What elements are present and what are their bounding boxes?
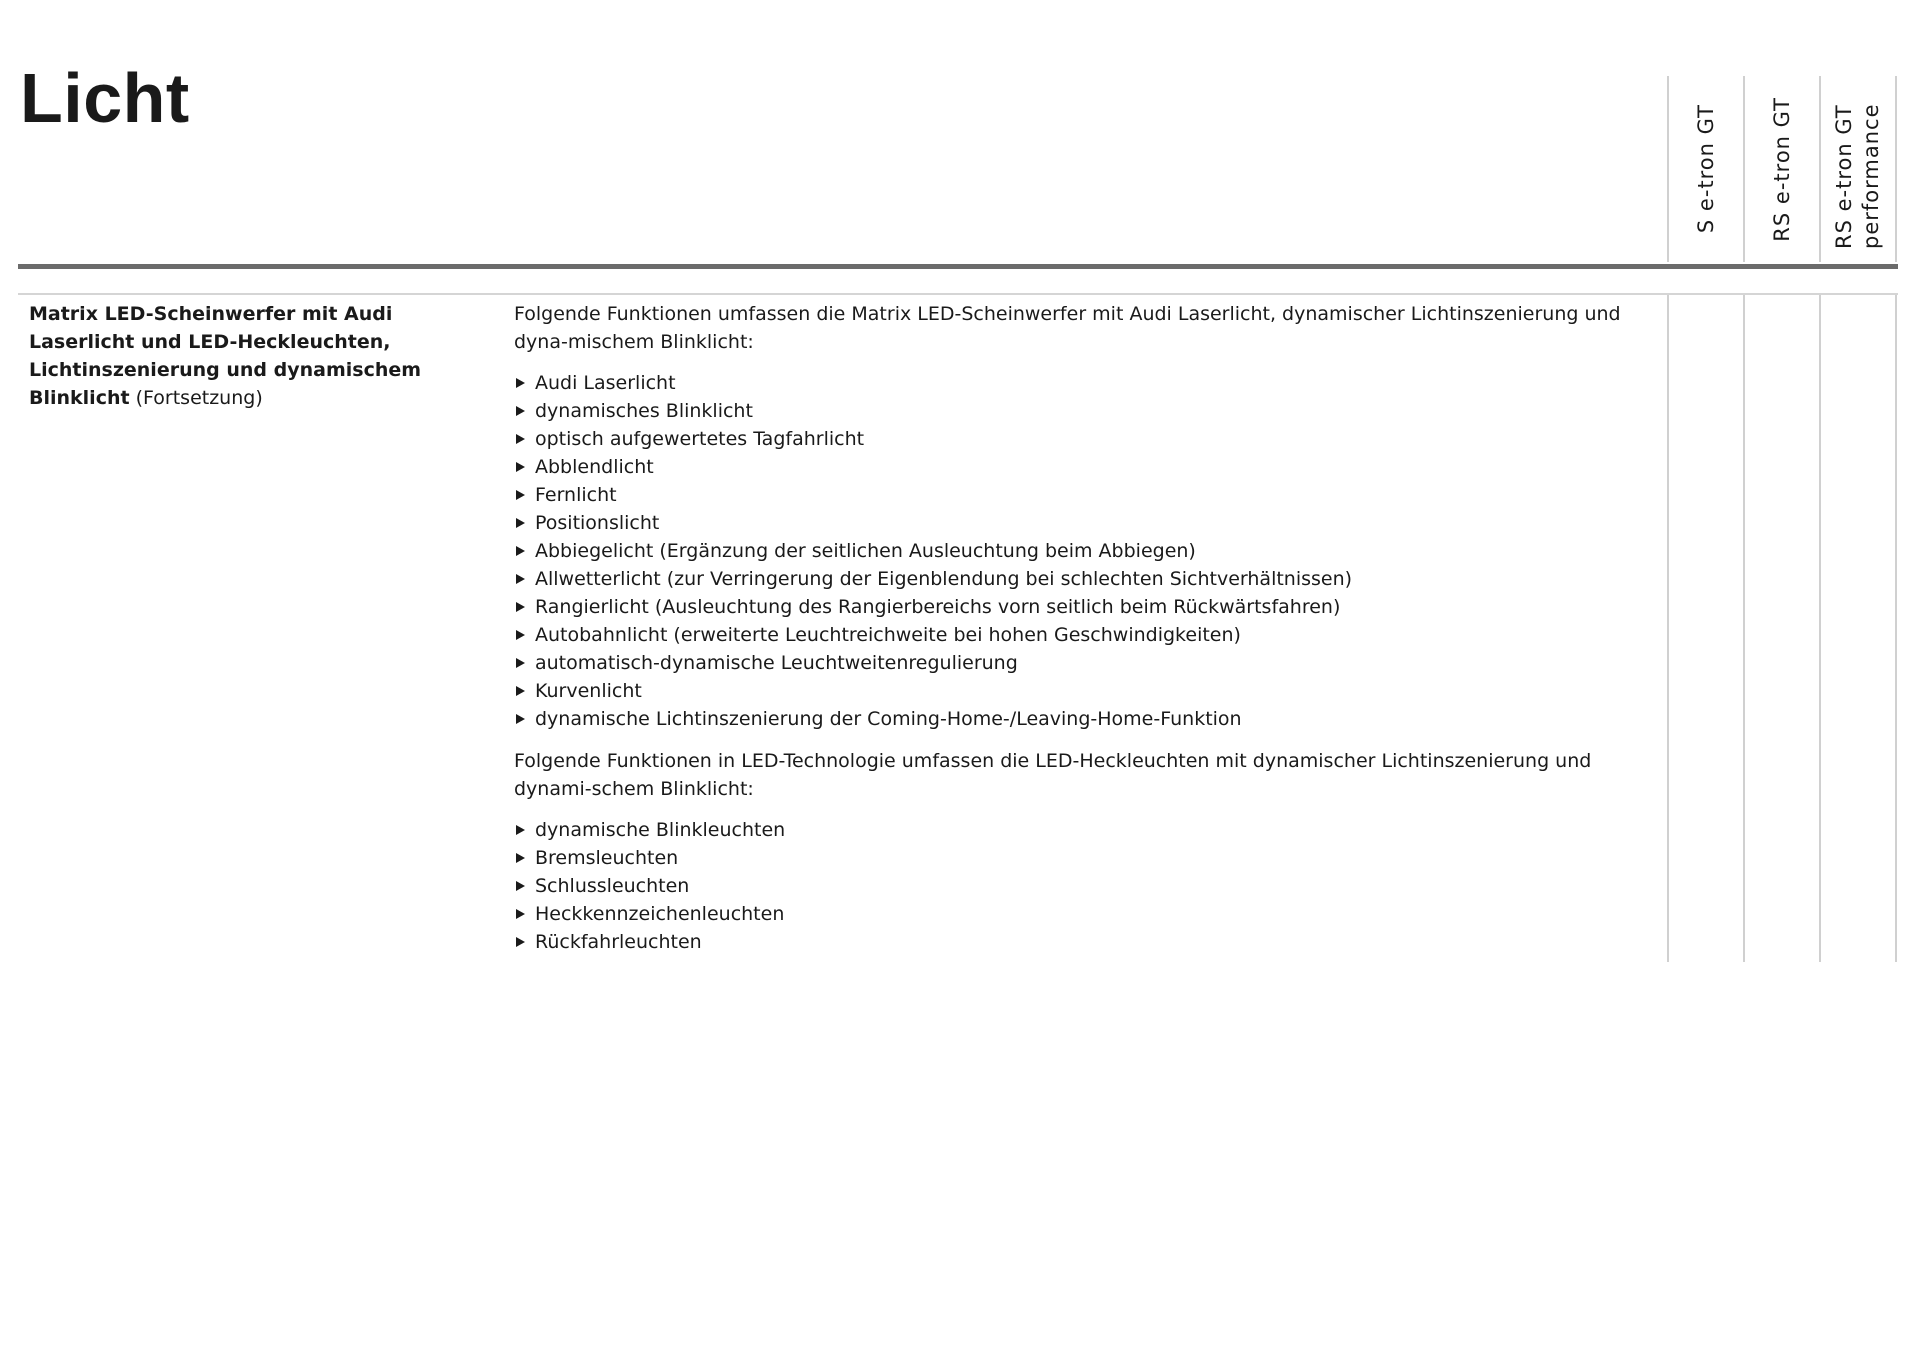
header-rule bbox=[18, 264, 1898, 269]
list-item: optisch aufgewertetes Tagfahrlicht bbox=[514, 425, 1662, 453]
feature-suffix: (Fortsetzung) bbox=[135, 387, 263, 409]
list-item: automatisch-dynamische Leuchtweitenregulierung bbox=[514, 649, 1662, 677]
list-item: Abblendlicht bbox=[514, 453, 1662, 481]
list-item: Schlussleuchten bbox=[514, 872, 1662, 900]
list-item: Bremsleuchten bbox=[514, 844, 1662, 872]
column-header-label: S e-tron GT bbox=[1693, 104, 1718, 234]
rear-function-list bbox=[514, 816, 1662, 956]
table-top-rule bbox=[18, 293, 1898, 295]
column-header-rs-etron-gt bbox=[1745, 80, 1819, 258]
list-item: Abbiegelicht (Ergänzung der seitlichen Ausleuchtung beim Abbiegen) bbox=[514, 537, 1662, 565]
front-function-list bbox=[514, 369, 1662, 733]
list-item: Autobahnlicht (erweiterte Leuchtreichweite bei hohen Geschwindigkeiten) bbox=[514, 621, 1662, 649]
list-item: dynamisches Blinklicht bbox=[514, 397, 1662, 425]
feature-description bbox=[514, 300, 1662, 970]
column-header-rs-etron-gt-performance bbox=[1821, 80, 1895, 258]
column-header-label: RS e-tron GT performance bbox=[1832, 103, 1883, 249]
feature-name: Matrix LED-Scheinwerfer mit Audi Laserlicht und LED-Heckleuchten, Lichtinszenierung und dynamischem Blinklicht bbox=[29, 303, 422, 409]
list-item: dynamische Lichtinszenierung der Coming-Home-/Leaving-Home-Funktion bbox=[514, 705, 1662, 733]
list-item: Audi Laserlicht bbox=[514, 369, 1662, 397]
list-item: Positionslicht bbox=[514, 509, 1662, 537]
column-header-s-etron-gt bbox=[1669, 80, 1743, 258]
list-item: Rangierlicht (Ausleuchtung des Rangierbereichs vorn seitlich beim Rückwärtsfahren) bbox=[514, 593, 1662, 621]
list-item: dynamische Blinkleuchten bbox=[514, 816, 1662, 844]
list-item: Heckkennzeichenleuchten bbox=[514, 900, 1662, 928]
front-intro: Folgende Funktionen umfassen die Matrix LED-Scheinwerfer mit Audi Laserlicht, dynamischer Lichtinszenierung und dyna-mischem Blinklicht: bbox=[514, 303, 1621, 353]
column-header-label: RS e-tron GT bbox=[1769, 96, 1794, 242]
list-item: Kurvenlicht bbox=[514, 677, 1662, 705]
column-divider bbox=[1743, 294, 1745, 962]
page-title: Licht bbox=[20, 59, 190, 137]
column-divider bbox=[1667, 294, 1669, 962]
column-divider bbox=[1895, 294, 1897, 962]
column-divider bbox=[1895, 76, 1897, 262]
list-item: Allwetterlicht (zur Verringerung der Eigenblendung bei schlechten Sichtverhältnissen) bbox=[514, 565, 1662, 593]
list-item: Fernlicht bbox=[514, 481, 1662, 509]
feature-label bbox=[29, 300, 489, 412]
list-item: Rückfahrleuchten bbox=[514, 928, 1662, 956]
rear-intro: Folgende Funktionen in LED-Technologie umfassen die LED-Heckleuchten mit dynamischer Lichtinszenierung und dynami-schem Blinklicht: bbox=[514, 750, 1592, 800]
column-divider bbox=[1819, 294, 1821, 962]
